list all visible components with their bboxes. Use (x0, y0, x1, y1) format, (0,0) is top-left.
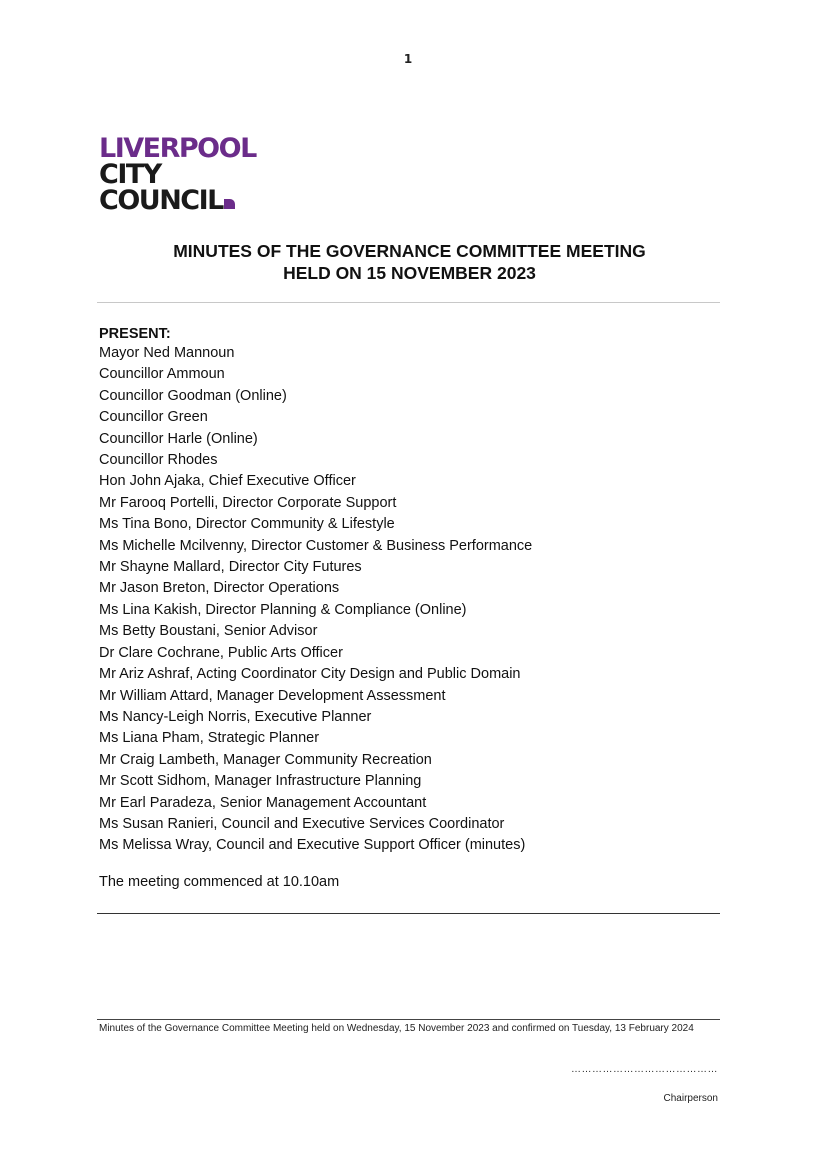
page-number: 1 (403, 52, 413, 66)
attendee-item: Ms Melissa Wray, Council and Executive Support Officer (minutes) (99, 837, 526, 854)
attendee-item: Mr Craig Lambeth, Manager Community Recreation (99, 751, 432, 768)
logo-line-liverpool: LIVERPOOL (99, 133, 256, 164)
attendee-list (99, 343, 532, 857)
footer-confirmation-text: Minutes of the Governance Committee Meeting held on Wednesday, 15 November 2023 and confirmed on Tuesday, 13 February 2024 (99, 1023, 694, 1034)
attendee-item: Councillor Rhodes (99, 452, 218, 469)
attendee-item: Ms Michelle Mcilvenny, Director Customer & Business Performance (99, 537, 533, 554)
section-divider (97, 913, 720, 914)
attendee-item: Ms Nancy-Leigh Norris, Executive Planner (99, 708, 372, 725)
present-section (99, 325, 532, 857)
attendee-item: Mr Farooq Portelli, Director Corporate Support (99, 494, 397, 511)
attendee-item: Mr Earl Paradeza, Senior Management Accountant (99, 794, 427, 811)
attendee-item: Ms Lina Kakish, Director Planning & Compliance (Online) (99, 601, 467, 618)
title-line-1: MINUTES OF THE GOVERNANCE COMMITTEE MEETING (173, 241, 646, 261)
attendee-item: Dr Clare Cochrane, Public Arts Officer (99, 644, 343, 661)
logo-line-council: COUNCIL (99, 185, 223, 216)
attendee-item: Mr Shayne Mallard, Director City Futures (99, 559, 362, 576)
attendee-item: Mr William Attard, Manager Development Assessment (99, 687, 446, 704)
attendee-item: Ms Susan Ranieri, Council and Executive Services Coordinator (99, 815, 505, 832)
council-logo (99, 133, 256, 216)
logo-line-city: CITY (99, 159, 161, 190)
attendee-item: Councillor Goodman (Online) (99, 387, 287, 404)
chairperson-label: Chairperson (663, 1093, 718, 1104)
meeting-commenced-text: The meeting commenced at 10.10am (99, 874, 340, 890)
logo-line-council-wrap (99, 185, 256, 216)
attendee-item: Ms Betty Boustani, Senior Advisor (99, 623, 318, 640)
document-title (99, 240, 720, 284)
attendee-item: Ms Tina Bono, Director Community & Lifestyle (99, 516, 395, 533)
attendee-item: Councillor Ammoun (99, 366, 225, 383)
title-line-2: HELD ON 15 NOVEMBER 2023 (283, 263, 536, 283)
attendee-item: Mr Ariz Ashraf, Acting Coordinator City Design and Public Domain (99, 666, 521, 683)
attendee-item: Mayor Ned Mannoun (99, 345, 235, 361)
title-divider (97, 302, 720, 303)
footer-divider (97, 1019, 720, 1020)
attendee-item: Ms Liana Pham, Strategic Planner (99, 730, 320, 747)
attendee-item: Mr Jason Breton, Director Operations (99, 580, 340, 597)
attendee-item: Councillor Green (99, 409, 208, 426)
attendee-item: Mr Scott Sidhom, Manager Infrastructure Planning (99, 773, 422, 790)
logo-mark-icon (224, 199, 235, 209)
attendee-item: Hon John Ajaka, Chief Executive Officer (99, 473, 356, 490)
signature-line: …………………………………… (571, 1064, 718, 1075)
present-heading: PRESENT: (99, 326, 171, 342)
attendee-item: Councillor Harle (Online) (99, 430, 258, 447)
